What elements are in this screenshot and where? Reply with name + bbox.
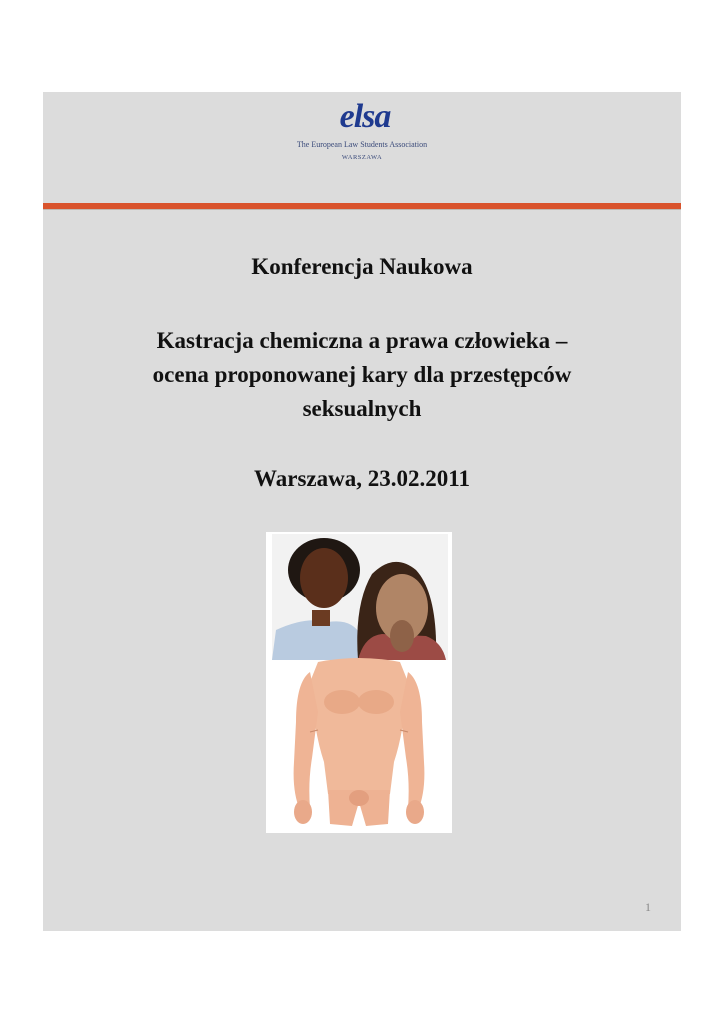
title-line: Kastracja chemiczna a prawa człowieka – <box>156 328 568 353</box>
header-divider <box>43 203 681 209</box>
document-page <box>43 92 681 931</box>
place-date: Warszawa, 23.02.2011 <box>254 466 470 491</box>
page-number: 1 <box>645 900 651 914</box>
document-header <box>43 92 681 202</box>
title-line: ocena proponowanej kary dla przestępców <box>152 362 572 387</box>
conference-label: Konferencja Naukowa <box>251 254 473 279</box>
cover-photo <box>266 532 452 833</box>
elsa-logo: elsa <box>339 98 391 135</box>
logo-city: WARSZAWA <box>341 154 383 161</box>
document-title <box>43 324 681 426</box>
logo-subtitle: The European Law Students Association <box>296 140 428 149</box>
title-line: seksualnych <box>302 396 422 421</box>
